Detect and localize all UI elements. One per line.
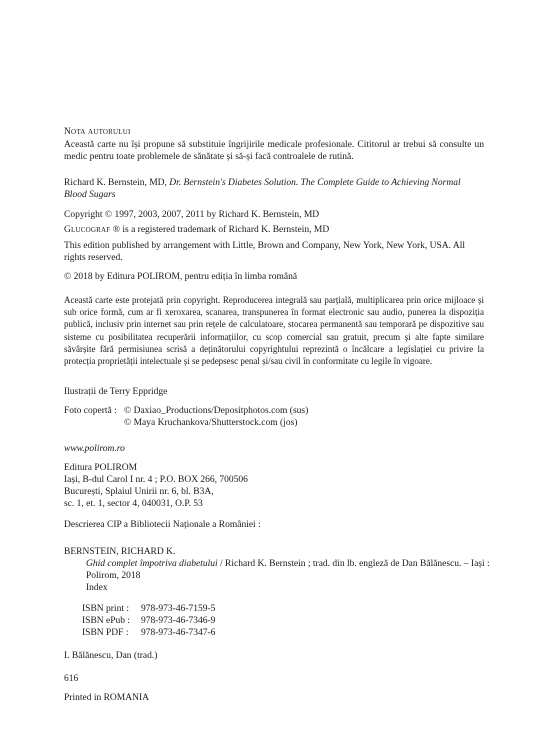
cover-credit-2: © Maya Kruchankova/Shutterstock.com (jos)	[124, 418, 298, 428]
publisher-address-3: sc. 1, et. 1, sector 4, 040031, O.P. 53	[64, 499, 203, 509]
original-author: Richard K. Bernstein, MD,	[64, 178, 170, 188]
cover-credit-1: © Daxiao_Productions/Depositphotos.com (sus)	[124, 406, 309, 416]
cip-heading: Descrierea CIP a Bibliotecii Naționale a României :	[64, 520, 261, 530]
publisher-address-1: Iași, B-dul Carol I nr. 4 ; P.O. BOX 266, 700506	[64, 475, 248, 485]
cover-label: Foto copertă :	[64, 406, 117, 416]
copyright-line: Copyright © 1997, 2003, 2007, 2011 by Richard K. Bernstein, MD	[64, 210, 320, 220]
cip-translator: I. Bălănescu, Dan (trad.)	[64, 651, 158, 661]
printed-in: Printed in ROMANIA	[64, 693, 149, 703]
author-note-text: Această carte nu își propune să substituie îngrijirile medicale profesionale. Cititorul ar trebui să consulte un medic pentru toate problemele de sănătate și să-și facă controalele de rutină.	[64, 140, 484, 162]
trademark-word: Glucograf	[64, 225, 111, 235]
cip-index: Index	[86, 583, 108, 593]
original-title: Dr. Bernstein's Diabetes Solution. The Complete Guide to Achieving Normal Blood Sugars	[64, 178, 461, 200]
isbn-print: ISBN print : 978-973-46-7159-5	[82, 604, 216, 614]
cip-author: BERNSTEIN, RICHARD K.	[64, 547, 176, 557]
cover-credits	[64, 405, 484, 429]
publisher-name: Editura POLIROM	[64, 463, 138, 473]
publisher-address-2: București, Splaiul Unirii nr. 6, bl. B3A,	[64, 487, 214, 497]
polirom-copyright: © 2018 by Editura POLIROM, pentru ediția în limba română	[64, 272, 298, 282]
trademark-text: ® is a registered trademark of Richard K. Bernstein, MD	[110, 225, 330, 235]
cip-publication: / Richard K. Bernstein ; trad. din lb. engleză de Dan Bălănescu. – Iași : Polirom, 2018	[86, 559, 490, 581]
publisher-block	[64, 462, 484, 510]
legal-notice: Această carte este protejată prin copyright. Reproducerea integrală sau parțială, multiplicarea prin orice mijloace și sub orice formă, cum ar fi xeroxarea, scanarea, transpunerea în format electronic sau audio, punerea la dispoziția publică, inclusiv prin internet sau prin rețele de calculatoare, stocarea permanentă sau temporară pe dispozitive sau sisteme cu posibilitatea recuperării informațiilor, cu scop comercial sau gratuit, precum și alte fapte similare săvârșite fără permisiunea scrisă a deținătorului copyrightului reprezintă o încălcare a legislației cu privire la protecția proprietății intelectuale și se pedepsesc penal și/sau civil în conformitate cu legile în vigoare.	[64, 295, 484, 367]
author-note-heading: Nota autorului	[64, 127, 131, 137]
cip-classification: 616	[64, 674, 79, 684]
trademark-line	[64, 224, 484, 236]
isbn-epub: ISBN ePub : 978-973-46-7346-9	[82, 616, 216, 626]
edition-line: This edition published by arrangement with Little, Brown and Company, New York, New York, USA. All rights reserved.	[64, 241, 465, 263]
website-link: www.polirom.ro	[64, 444, 125, 454]
cip-book-title: Ghid complet împotriva diabetului	[86, 559, 218, 569]
illustrations-credit: Ilustrații de Terry Eppridge	[64, 387, 168, 397]
isbn-pdf: ISBN PDF : 978-973-46-7347-6	[82, 628, 216, 638]
cip-title	[64, 558, 504, 582]
isbn-list	[82, 603, 215, 639]
original-edition	[64, 177, 484, 201]
